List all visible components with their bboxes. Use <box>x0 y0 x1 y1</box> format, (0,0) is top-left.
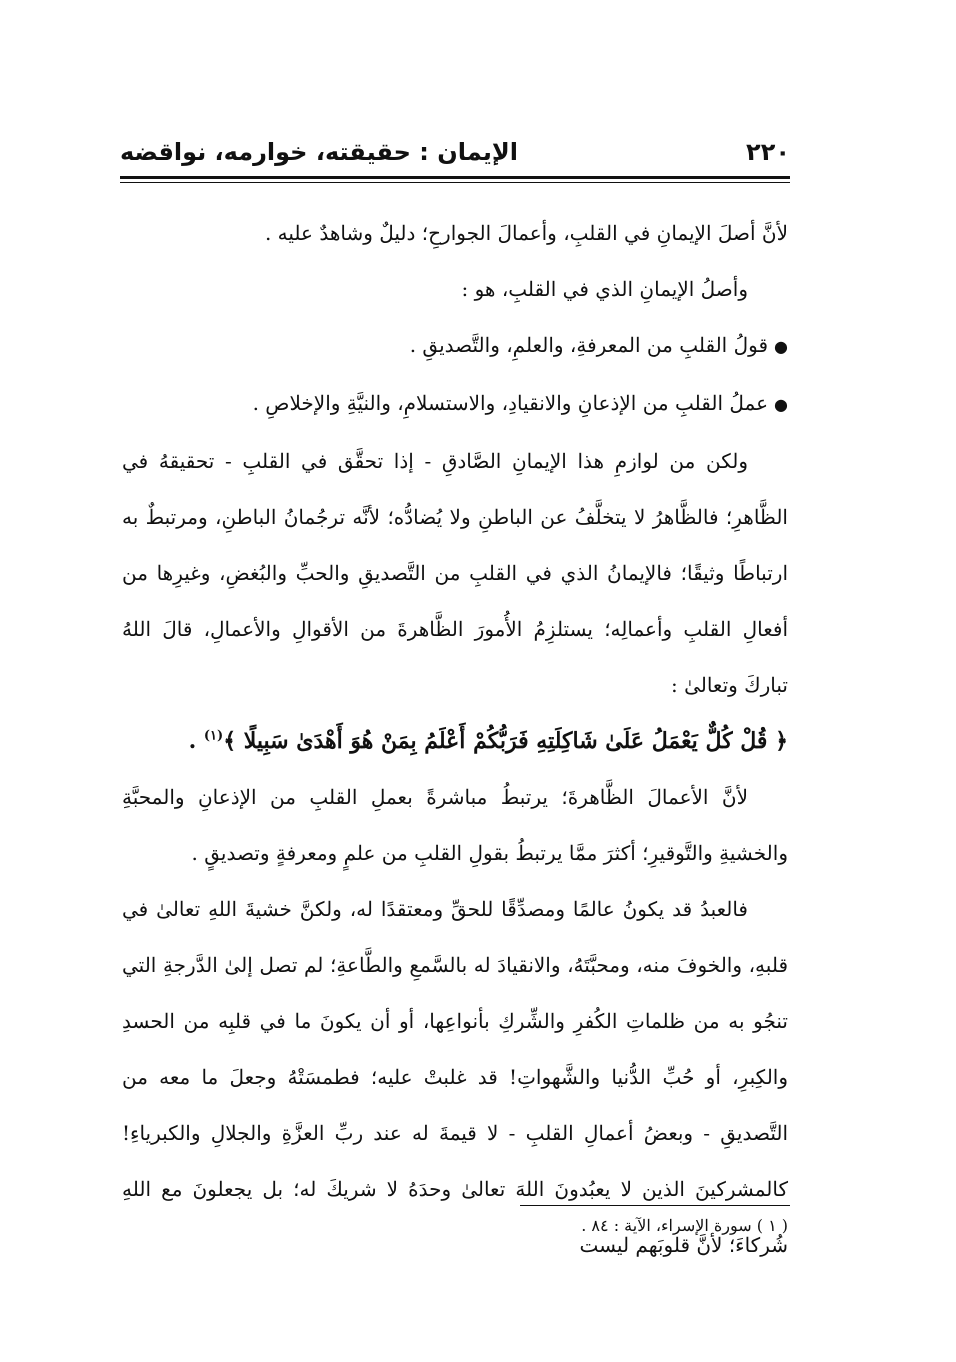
paragraph-5: فالعبدُ قد يكونُ عالمًا ومصدِّقًا للحقِّ ومعتقدًا له، ولكنَّ خشيةَ اللهِ تعالىٰ في قلبهِ، والخوفَ منه، ومحبَّتَهُ، والانقيادَ له بالسَّمعِ والطَّاعةِ؛ لم تصل إلىٰ الدَّرجةِ التي تنجُو به من ظلماتِ الكُفرِ والشِّركِ بأنواعِها، أو أن يكونَ ما في قلبِه من الحسدِ والكِبرِ، أو حُبِّ الدُّنيا والشَّهواتِ! قد غلبتْ عليه؛ فطمسَتْهُ وجعلَ ما معه من التَّصديقِ - وبعضُ أعمالِ القلبِ - لا قيمةَ له عند ربِّ العزَّةِ والجلالِ والكبرياءِ! كالمشركينَ الذين لا يعبُدونَ اللهَ تعالىٰ وحدَهُ لا شريكَ له؛ بل يجعلونَ مع اللهِ شُركاءَ؛ لأنَّ قلوبَهم ليست <box>122 897 788 1257</box>
bullet-item-2-text: عملُ القلبِ من الإذعانِ والانقيادِ، والاستسلامِ، والنيَّةِ والإخلاصِ . <box>252 391 769 415</box>
page-header <box>120 138 790 174</box>
page-number: ٢٢٠ <box>746 138 790 166</box>
bullet-icon: ● <box>774 395 788 414</box>
quran-verse-text: ﴿ قُلْ كُلٌّ يَعْمَلُ عَلَىٰ شَاكِلَتِهِ فَرَبُّكُمْ أَعْلَمُ بِمَنْ هُوَ أَهْدَىٰ سَبِيلًا ﴾ <box>223 728 788 754</box>
bullet-item-1-text: قولُ القلبِ من المعرفةِ، والعلمِ، والتَّصديقِ . <box>409 333 769 357</box>
bullet-item-2 <box>122 375 788 433</box>
paragraph-3: ولكن من لوازمِ هذا الإيمانِ الصَّادقِ - إذا تحقَّق في القلبِ - تحقيقهُ في الظَّاهرِ؛ فالظَّاهرُ لا يتخلَّفُ عن الباطنِ ولا يُضادُّه؛ لأنَّه ترجُمانُ الباطنِ، ومرتبطٌ به ارتباطًا وثيقًا؛ فالإيمانُ الذي في القلبِ من التَّصديقِ والحبِّ والبُغضِ، وغيرِها من أفعالِ القلبِ وأعمالِه؛ يستلزِمُ الأُمورَ الظَّاهرةَ من الأقوالِ والأعمالِ، قالَ اللهُ تباركَ وتعالىٰ : <box>122 449 788 697</box>
footnote: ( ١ ) سورة الإسراء، الآية : ٨٤ . <box>581 1216 788 1235</box>
bullet-item-1 <box>122 317 788 375</box>
paragraph-2: وأصلُ الإيمانِ الذي في القلبِ، هو : <box>461 277 748 301</box>
paragraph-1: لأنَّ أصلَ الإيمانِ في القلبِ، وأعمالَ الجوارحِ؛ دليلٌ وشاهدٌ عليه . <box>264 221 788 245</box>
footnote-divider <box>520 1205 790 1206</box>
footnote-marker: (١) <box>203 728 224 744</box>
paragraph-4: لأنَّ الأعمالَ الظَّاهرةَ؛ يرتبطُ مباشرةً بعملِ القلبِ من الإذعانِ والمحبَّةِ والخشيةِ والتَّوقيرِ؛ أكثرَ ممَّا يرتبطُ بقولِ القلبِ من علمٍ ومعرفةٍ وتصديقٍ . <box>122 785 788 865</box>
main-text <box>122 205 788 1273</box>
quran-verse: ﴿ قُلْ كُلٌّ يَعْمَلُ عَلَىٰ شَاكِلَتِهِ فَرَبُّكُمْ أَعْلَمُ بِمَنْ هُوَ أَهْدَىٰ سَبِيلًا ﴾$^{(١)}$ . <box>188 728 788 754</box>
bullet-icon: ● <box>774 337 788 356</box>
header-divider <box>120 176 790 183</box>
running-title: الإيمان : حقيقته، خوارمه، نواقضه <box>120 138 518 166</box>
